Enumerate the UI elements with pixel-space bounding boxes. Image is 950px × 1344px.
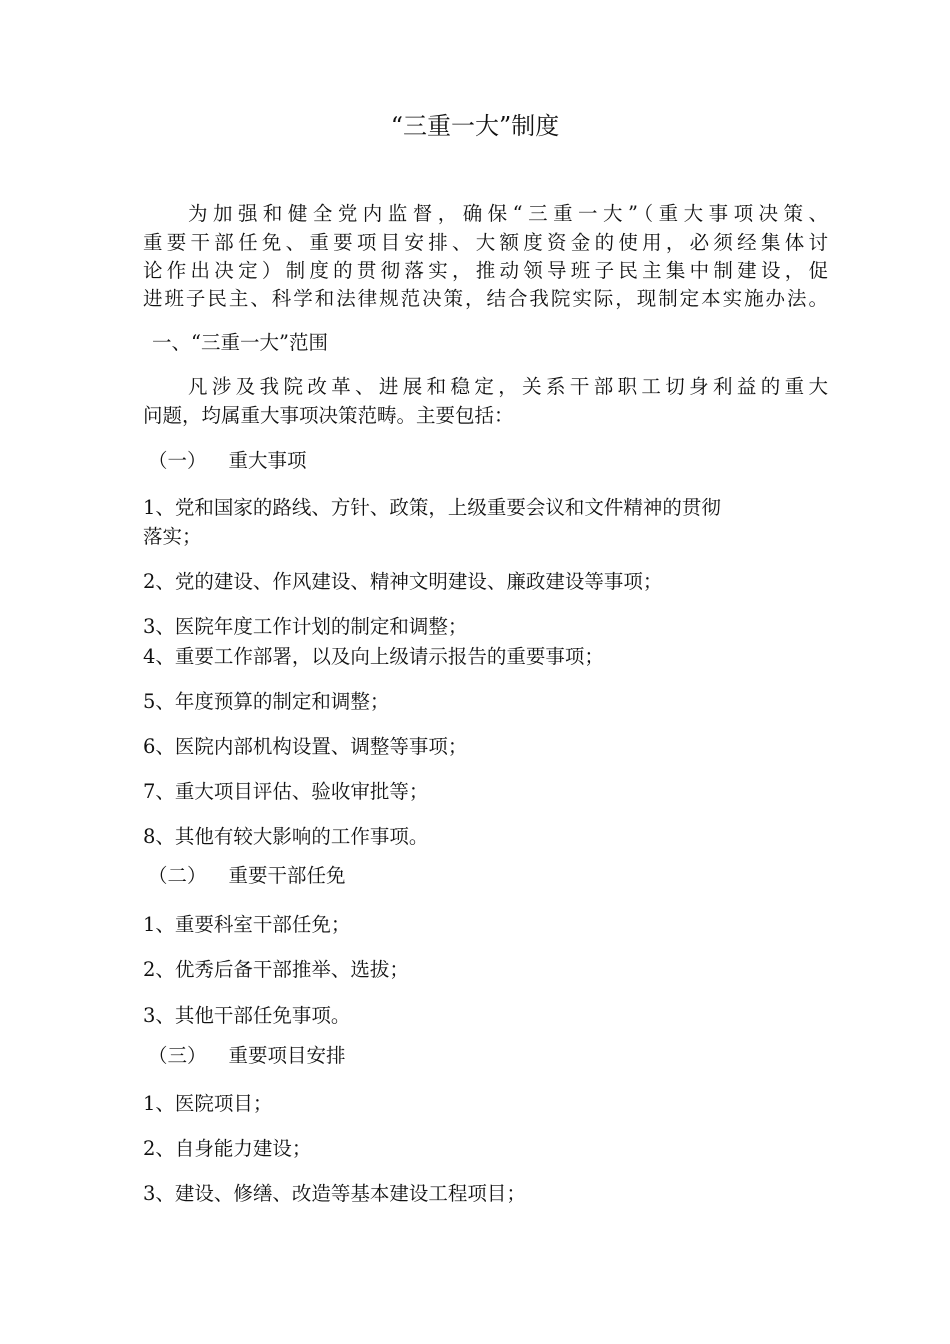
list-item: 2、自身能力建设； [143,1137,312,1160]
section1-para-line-1: 凡涉及我院改革、进展和稳定，关系干部职工切身利益的重大 [188,375,828,398]
list-item: 3、建设、修缮、改造等基本建设工程项目； [143,1182,526,1205]
subsection-number: （一） [148,449,207,472]
list-item: 4、重要工作部署，以及向上级请示报告的重要事项； [143,645,604,668]
intro-line-2: 重要干部任免、重要项目安排、大额度资金的使用，必须经集体讨 [143,231,828,254]
section1-para-line-2: 问题，均属重大事项决策范畴。主要包括： [143,404,514,427]
subsection-label: 重要干部任免 [228,864,346,887]
list-item: 2、党的建设、作风建设、精神文明建设、廉政建设等事项； [143,570,663,593]
subsection-label: 重要项目安排 [228,1044,346,1067]
subsection-heading-3 [148,1043,346,1069]
list-item: 6、医院内部机构设置、调整等事项； [143,735,468,758]
subsection-heading-2 [148,863,346,889]
list-item: 5、年度预算的制定和调整； [143,690,390,713]
subsection-label: 重大事项 [228,449,307,472]
document-title: “三重一大”制度 [390,112,560,140]
list-item: 3、医院年度工作计划的制定和调整； [143,615,468,638]
list-item: 落实； [143,525,202,548]
list-item: 1、党和国家的路线、方针、政策，上级重要会议和文件精神的贯彻 [143,496,721,519]
intro-line-4: 进班子民主、科学和法律规范决策，结合我院实际，现制定本实施办法。 [143,287,828,310]
list-item: 1、医院项目； [143,1092,273,1115]
list-item: 3、其他干部任免事项。 [143,1004,351,1027]
list-item: 7、重大项目评估、验收审批等； [143,780,429,803]
list-item: 8、其他有较大影响的工作事项。 [143,825,429,848]
section-heading-1: 一、“三重一大”范围 [152,331,328,354]
subsection-number: （三） [148,1044,207,1067]
intro-line-1: 为加强和健全党内监督，确保“三重一大”（重大事项决策、 [188,202,828,225]
subsection-heading-1 [148,448,307,474]
list-item: 2、优秀后备干部推举、选拔； [143,958,409,981]
subsection-number: （二） [148,864,207,887]
list-item: 1、重要科室干部任免； [143,913,351,936]
intro-line-3: 论作出决定）制度的贯彻落实，推动领导班子民主集中制建设，促 [143,259,828,282]
